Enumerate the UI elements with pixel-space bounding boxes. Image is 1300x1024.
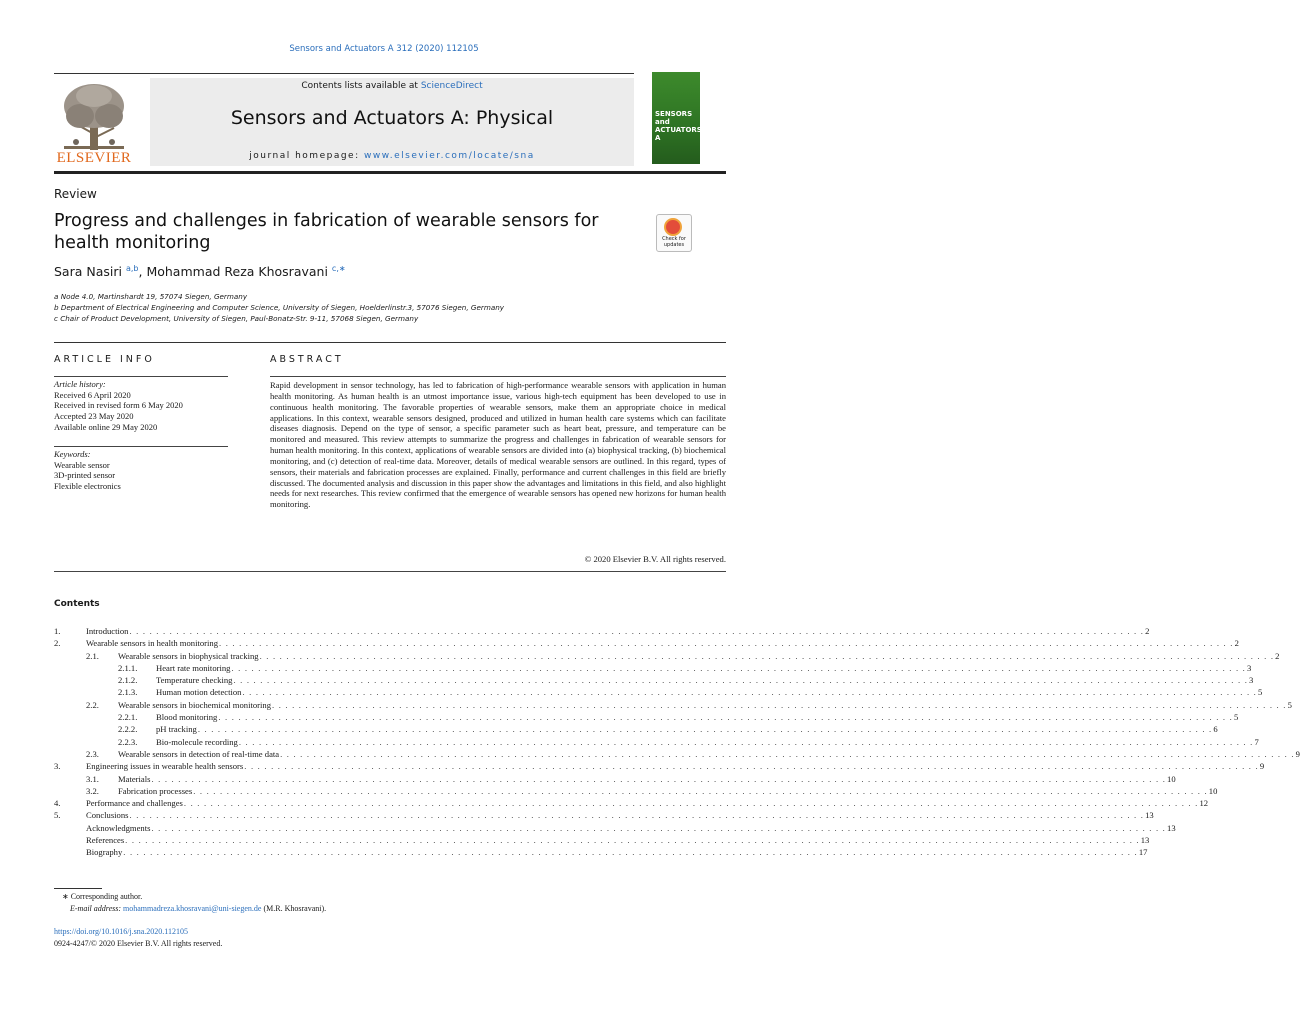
toc-number: 5.	[54, 810, 61, 821]
homepage-line	[150, 151, 634, 161]
toc-page-number: 3	[1247, 662, 1252, 673]
toc-entry[interactable]	[54, 773, 1176, 785]
toc-page-number: 10	[1208, 785, 1218, 796]
toc-page-number: 13	[1140, 835, 1150, 846]
toc-leader-dots: . . . . . . . . . . . . . . . . . . . . . . . . . . . . . . . . . . . . . . . . . . . . . . . . . . . . . . . . . . . . . . . . . . . . . . . . . . . . . . . . . . . . . . . . . . . . . . . . . . . . . . . . . . . . . . . . . . . . . . . . . . . . . . . . . . . . . . . . . . . . . . . . . . . . . . . .	[125, 835, 1140, 846]
toc-leader-dots: . . . . . . . . . . . . . . . . . . . . . . . . . . . . . . . . . . . . . . . . . . . . . . . . . . . . . . . . . . . . . . . . . . . . . . . . . . . . . . . . . . . . . . . . . . . . . . . . . . . . . . . . . . . . . . . . . . . . . . . . . . . . . . . . . . . . . . . . . . . . . . . . . . . . . . . .	[233, 675, 1249, 686]
article-info-rule	[54, 376, 228, 377]
toc-number: 2.3.	[86, 748, 99, 759]
toc-leader-dots: . . . . . . . . . . . . . . . . . . . . . . . . . . . . . . . . . . . . . . . . . . . . . . . . . . . . . . . . . . . . . . . . . . . . . . . . . . . . . . . . . . . . . . . . . . . . . . . . . . . . . . . . . . . . . . . . . . . . . . . . . . . . . . . . . . . . . . . . . . . . . . . . . . . . . . . .	[123, 847, 1138, 858]
toc-page-number: 9	[1295, 748, 1300, 759]
author-list	[54, 264, 346, 279]
toc-number: 3.	[54, 761, 61, 772]
toc-entry[interactable]	[54, 625, 1150, 637]
toc-entry[interactable]	[54, 711, 1239, 723]
toc-number: 2.1.1.	[118, 662, 138, 673]
toc-entry[interactable]	[54, 637, 1239, 649]
toc-title-link[interactable]: References	[86, 835, 125, 846]
sciencedirect-link[interactable]: ScienceDirect	[420, 81, 483, 91]
toc-title-link[interactable]: Acknowledgments	[86, 822, 151, 833]
toc-title-link[interactable]: Heart rate monitoring	[156, 662, 231, 673]
toc-leader-dots: . . . . . . . . . . . . . . . . . . . . . . . . . . . . . . . . . . . . . . . . . . . . . . . . . . . . . . . . . . . . . . . . . . . . . . . . . . . . . . . . . . . . . . . . . . . . . . . . . . . . . . . . . . . . . . . . . . . . . . . . . . . . . . . . . . . . . . . . . . . . . . . . . . . . . . . .	[244, 761, 1259, 772]
section-rule	[54, 342, 726, 343]
toc-entry[interactable]	[54, 809, 1154, 821]
toc-entry[interactable]	[54, 662, 1252, 674]
toc-leader-dots: . . . . . . . . . . . . . . . . . . . . . . . . . . . . . . . . . . . . . . . . . . . . . . . . . . . . . . . . . . . . . . . . . . . . . . . . . . . . . . . . . . . . . . . . . . . . . . . . . . . . . . . . . . . . . . . . . . . . . . . . . . . . . . . . . . . . . . . . . . . . . . . . . . . . . . . .	[231, 662, 1247, 673]
toc-leader-dots: . . . . . . . . . . . . . . . . . . . . . . . . . . . . . . . . . . . . . . . . . . . . . . . . . . . . . . . . . . . . . . . . . . . . . . . . . . . . . . . . . . . . . . . . . . . . . . . . . . . . . . . . . . . . . . . . . . . . . . . . . . . . . . . . . . . . . . . . . . . . . . . . . . . . . . . .	[218, 712, 1233, 723]
author-separator: ,	[138, 264, 147, 280]
toc-title-link[interactable]: Wearable sensors in biophysical tracking	[118, 650, 259, 661]
author-name[interactable]: Sara Nasiri	[54, 264, 122, 280]
toc-number: 2.2.2.	[118, 724, 138, 735]
toc-page-number: 13	[1145, 810, 1154, 821]
article-history	[54, 379, 230, 433]
history-item: Available online 29 May 2020	[54, 421, 158, 432]
abstract-end-rule	[54, 571, 726, 572]
homepage-link[interactable]: www.elsevier.com/locate/sna	[364, 151, 535, 161]
toc-title-link[interactable]: pH tracking	[156, 724, 197, 735]
issn-copyright: 0924-4247/© 2020 Elsevier B.V. All rights reserved.	[54, 939, 223, 948]
keywords-label: Keywords:	[54, 449, 91, 459]
toc-page-number: 10	[1167, 773, 1176, 784]
publisher-name: ELSEVIER	[56, 150, 132, 166]
toc-leader-dots: . . . . . . . . . . . . . . . . . . . . . . . . . . . . . . . . . . . . . . . . . . . . . . . . . . . . . . . . . . . . . . . . . . . . . . . . . . . . . . . . . . . . . . . . . . . . . . . . . . . . . . . . . . . . . . . . . . . . . . . . . . . . . . . . . . . . . . . . . . . . . . . . . . . . . . . .	[129, 626, 1145, 636]
corresponding-author-note: ∗ Corresponding author.	[62, 892, 143, 901]
keyword: 3D-printed sensor	[54, 470, 116, 481]
toc-page-number: 5	[1233, 712, 1239, 723]
history-label: Article history:	[54, 379, 106, 389]
toc-number: 1.	[54, 626, 61, 636]
author-name[interactable]: Mohammad Reza Khosravani	[146, 264, 328, 280]
toc-number: 2.1.3.	[118, 687, 138, 698]
toc-title-link[interactable]: Temperature checking	[156, 675, 233, 686]
journal-title: Sensors and Actuators A: Physical	[230, 107, 554, 129]
toc-title-link[interactable]: Wearable sensors in health monitoring	[86, 638, 218, 649]
toc-page-number: 7	[1254, 736, 1259, 747]
toc-page-number: 2	[1234, 638, 1239, 649]
toc-entry[interactable]	[54, 822, 1176, 834]
toc-title-link[interactable]: Wearable sensors in biochemical monitoring	[118, 699, 271, 710]
toc-page-number: 9	[1259, 761, 1265, 772]
journal-cover-text: SENSORS and ACTUATORS A	[655, 110, 702, 142]
history-item: Received in revised form 6 May 2020	[54, 400, 183, 411]
toc-title-link[interactable]: Blood monitoring	[156, 712, 218, 723]
email-suffix: (M.R. Khosravani).	[261, 904, 327, 913]
toc-entry[interactable]	[54, 736, 1259, 748]
top-rule	[54, 73, 634, 74]
toc-entry[interactable]	[54, 723, 1218, 735]
check-for-updates-label: Check for updates	[662, 236, 686, 248]
toc-title-link[interactable]: Fabrication processes	[118, 785, 193, 796]
email-link[interactable]: mohammadreza.khosravani@uni-siegen.de	[123, 904, 262, 913]
toc-leader-dots: . . . . . . . . . . . . . . . . . . . . . . . . . . . . . . . . . . . . . . . . . . . . . . . . . . . . . . . . . . . . . . . . . . . . . . . . . . . . . . . . . . . . . . . . . . . . . . . . . . . . . . . . . . . . . . . . . . . . . . . . . . . . . . . . . . . . . . . . . . . . . . . . . . . . . . . .	[238, 736, 1254, 747]
toc-title-link[interactable]: Biography	[86, 847, 123, 858]
homepage-prefix: journal homepage:	[249, 151, 364, 161]
toc-entry[interactable]	[54, 674, 1254, 686]
check-for-updates-icon	[664, 218, 682, 236]
affiliation-b: b Department of Electrical Engineering and Computer Science, University of Siegen, Hoelderlinstr.3, 57076 Siegen, Germany	[54, 303, 505, 312]
toc-number: 3.1.	[86, 773, 99, 784]
contents-prefix: Contents lists available at	[301, 81, 421, 91]
toc-number: 3.2.	[86, 785, 99, 796]
toc-entry[interactable]	[54, 686, 1263, 698]
toc-page-number: 17	[1138, 847, 1148, 858]
article-info-heading: ARTICLE INFO	[54, 354, 155, 365]
header-rule	[54, 171, 726, 174]
toc-title-link[interactable]: Engineering issues in wearable health sensors	[86, 761, 244, 772]
table-of-contents	[54, 625, 1300, 859]
email-line	[70, 904, 326, 913]
history-item: Received 6 April 2020	[54, 389, 131, 400]
toc-entry[interactable]	[54, 846, 1148, 858]
journal-reference-link[interactable]: Sensors and Actuators A 312 (2020) 112105	[289, 44, 479, 54]
abstract-copyright: © 2020 Elsevier B.V. All rights reserved.	[584, 554, 726, 564]
doi-link[interactable]: https://doi.org/10.1016/j.sna.2020.112105	[54, 927, 189, 936]
toc-leader-dots: . . . . . . . . . . . . . . . . . . . . . . . . . . . . . . . . . . . . . . . . . . . . . . . . . . . . . . . . . . . . . . . . . . . . . . . . . . . . . . . . . . . . . . . . . . . . . . . . . . . . . . . . . . . . . . . . . . . . . . . . . . . . . . . . . . . . . . . . . . . . . . . . . . . . . . . .	[151, 822, 1167, 833]
keyword: Flexible electronics	[54, 481, 121, 492]
toc-leader-dots: . . . . . . . . . . . . . . . . . . . . . . . . . . . . . . . . . . . . . . . . . . . . . . . . . . . . . . . . . . . . . . . . . . . . . . . . . . . . . . . . . . . . . . . . . . . . . . . . . . . . . . . . . . . . . . . . . . . . . . . . . . . . . . . . . . . . . . . . . . . . . . . . . . . . . . . .	[151, 773, 1167, 784]
history-item: Accepted 23 May 2020	[54, 411, 134, 422]
toc-title-link[interactable]: Bio-molecule recording	[156, 736, 238, 747]
toc-title-link[interactable]: Materials	[118, 773, 151, 784]
toc-leader-dots: . . . . . . . . . . . . . . . . . . . . . . . . . . . . . . . . . . . . . . . . . . . . . . . . . . . . . . . . . . . . . . . . . . . . . . . . . . . . . . . . . . . . . . . . . . . . . . . . . . . . . . . . . . . . . . . . . . . . . . . . . . . . . . . . . . . . . . . . . . . . . . . . . . . . . . . .	[259, 650, 1275, 661]
toc-entry[interactable]	[54, 785, 1218, 797]
toc-number: 2.2.1.	[118, 712, 138, 723]
toc-page-number: 6	[1213, 724, 1218, 735]
toc-entry[interactable]	[54, 650, 1280, 662]
toc-entry[interactable]	[54, 760, 1265, 772]
toc-leader-dots: . . . . . . . . . . . . . . . . . . . . . . . . . . . . . . . . . . . . . . . . . . . . . . . . . . . . . . . . . . . . . . . . . . . . . . . . . . . . . . . . . . . . . . . . . . . . . . . . . . . . . . . . . . . . . . . . . . . . . . . . . . . . . . . . . . . . . . . . . . . . . . . . . . . . . . . .	[197, 724, 1213, 735]
toc-entry[interactable]	[54, 748, 1300, 760]
toc-entry[interactable]	[54, 699, 1292, 711]
toc-page-number: 12	[1199, 798, 1209, 809]
toc-number: 4.	[54, 798, 61, 809]
toc-page-number: 5	[1258, 687, 1263, 698]
toc-leader-dots: . . . . . . . . . . . . . . . . . . . . . . . . . . . . . . . . . . . . . . . . . . . . . . . . . . . . . . . . . . . . . . . . . . . . . . . . . . . . . . . . . . . . . . . . . . . . . . . . . . . . . . . . . . . . . . . . . . . . . . . . . . . . . . . . . . . . . . . . . . . . . . . . . . . . . . . .	[219, 638, 1234, 649]
toc-leader-dots: . . . . . . . . . . . . . . . . . . . . . . . . . . . . . . . . . . . . . . . . . . . . . . . . . . . . . . . . . . . . . . . . . . . . . . . . . . . . . . . . . . . . . . . . . . . . . . . . . . . . . . . . . . . . . . . . . . . . . . . . . . . . . . . . . . . . . . . . . . . . . . . . . . . . . . . .	[193, 785, 1208, 796]
toc-page-number: 5	[1287, 699, 1292, 710]
article-title: Progress and challenges in fabrication of wearable sensors for health monitoring	[54, 211, 599, 253]
toc-entry[interactable]	[54, 797, 1209, 809]
toc-title-link[interactable]: Human motion detection	[156, 687, 242, 698]
toc-leader-dots: . . . . . . . . . . . . . . . . . . . . . . . . . . . . . . . . . . . . . . . . . . . . . . . . . . . . . . . . . . . . . . . . . . . . . . . . . . . . . . . . . . . . . . . . . . . . . . . . . . . . . . . . . . . . . . . . . . . . . . . . . . . . . . . . . . . . . . . . . . . . . . . . . . . . . . . .	[272, 699, 1287, 710]
toc-number: 2.1.	[86, 650, 99, 661]
toc-entry[interactable]	[54, 834, 1150, 846]
abstract-rule	[270, 376, 726, 377]
toc-leader-dots: . . . . . . . . . . . . . . . . . . . . . . . . . . . . . . . . . . . . . . . . . . . . . . . . . . . . . . . . . . . . . . . . . . . . . . . . . . . . . . . . . . . . . . . . . . . . . . . . . . . . . . . . . . . . . . . . . . . . . . . . . . . . . . . . . . . . . . . . . . . . . . . . . . . . . . . .	[129, 810, 1145, 821]
toc-title-link[interactable]: Introduction	[86, 626, 129, 636]
toc-number: 2.	[54, 638, 61, 649]
toc-number: 2.1.2.	[118, 675, 138, 686]
email-label: E-mail address:	[70, 904, 124, 913]
footnote-rule	[54, 888, 102, 889]
keywords-rule	[54, 446, 228, 447]
keyword: Wearable sensor	[54, 459, 110, 470]
toc-leader-dots: . . . . . . . . . . . . . . . . . . . . . . . . . . . . . . . . . . . . . . . . . . . . . . . . . . . . . . . . . . . . . . . . . . . . . . . . . . . . . . . . . . . . . . . . . . . . . . . . . . . . . . . . . . . . . . . . . . . . . . . . . . . . . . . . . . . . . . . . . . . . . . . . . . . . . . . .	[183, 798, 1199, 809]
abstract-text: Rapid development in sensor technology, has led to fabrication of high-performance wearable sensors with application in human health monitoring. As human health is an utmost importance issue, various high-tech equipment has been developed to use in continuous health monitoring. The favorable properties of wearable sensors, make them an appropriate choice in medical applications. In this context, wearable sensors designed, produced and utilized in human health care systems which can facilitate diseases diagnosis. Depend on the type of sensor, a specific parameter such as heart beat, pressure, and temperature can be monitored and measured. This review attempts to summarize the progress and challenges in fabrication of wearable sensors for human health monitoring. In this context, applications of wearable sensors are divided into (a) biophysical tracking, (b) biochemical monitoring, and (c) detection of real-time data. Moreover, details of medical wearable sensors are outlined. In this regard, types of sensors, their materials and fabrication processes are explained. Finally, performance and current challenges in this field are briefly discussed. The documented analysis and discussion in this paper show the advantages and limitations in this field, and also highlight needs for next researches. This review confirmed that the emergence of wearable sensors has opened new horizons for human health monitoring.	[270, 380, 726, 510]
toc-page-number: 13	[1167, 822, 1176, 833]
toc-leader-dots: . . . . . . . . . . . . . . . . . . . . . . . . . . . . . . . . . . . . . . . . . . . . . . . . . . . . . . . . . . . . . . . . . . . . . . . . . . . . . . . . . . . . . . . . . . . . . . . . . . . . . . . . . . . . . . . . . . . . . . . . . . . . . . . . . . . . . . . . . . . . . . . . . . . . . . . .	[242, 687, 1258, 698]
toc-page-number: 2	[1275, 650, 1280, 661]
toc-title-link[interactable]: Performance and challenges	[86, 798, 183, 809]
toc-page-number: 3	[1249, 675, 1254, 686]
toc-page-number: 2	[1145, 626, 1150, 636]
toc-leader-dots: . . . . . . . . . . . . . . . . . . . . . . . . . . . . . . . . . . . . . . . . . . . . . . . . . . . . . . . . . . . . . . . . . . . . . . . . . . . . . . . . . . . . . . . . . . . . . . . . . . . . . . . . . . . . . . . . . . . . . . . . . . . . . . . . . . . . . . . . . . . . . . . . . . . . . . . .	[280, 748, 1295, 759]
toc-number: 2.2.3.	[118, 736, 138, 747]
author-affiliation-marker[interactable]: c,∗	[331, 264, 346, 273]
contents-heading: Contents	[54, 599, 100, 609]
article-type: Review	[54, 187, 97, 201]
toc-number: 2.2.	[86, 699, 99, 710]
toc-title-link[interactable]: Wearable sensors in detection of real-time data	[118, 748, 280, 759]
keywords	[54, 449, 230, 492]
author-affiliation-marker[interactable]: a,b	[125, 264, 139, 273]
toc-title-link[interactable]: Conclusions	[86, 810, 129, 821]
contents-line	[150, 81, 634, 91]
affiliation-c: c Chair of Product Development, University of Siegen, Paul-Bonatz-Str. 9-11, 57068 Siegen, Germany	[54, 314, 419, 323]
abstract-heading: ABSTRACT	[270, 354, 344, 365]
affiliation-a: a Node 4.0, Martinshardt 19, 57074 Siegen, Germany	[54, 292, 248, 301]
